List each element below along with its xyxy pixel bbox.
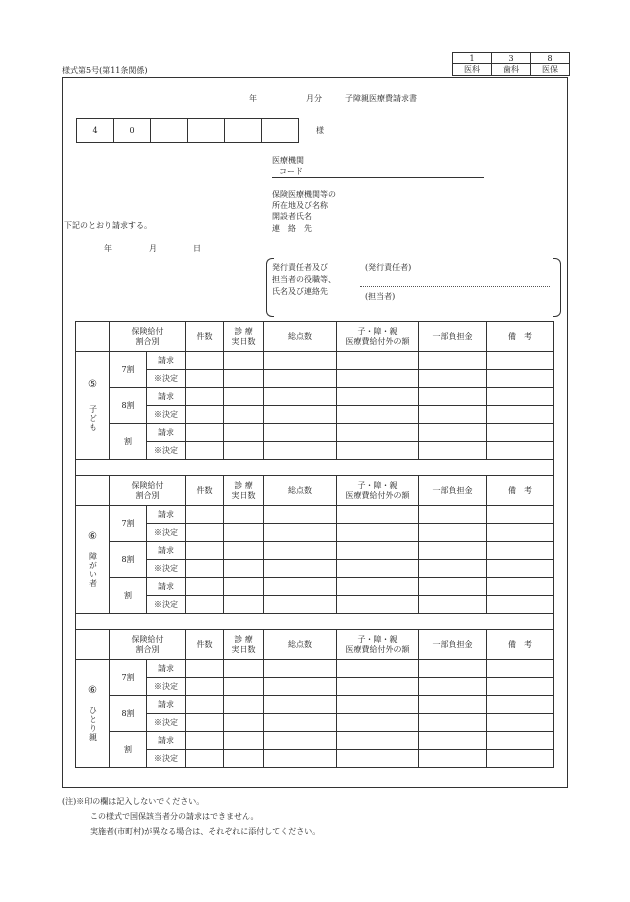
- partial-cell: [419, 750, 487, 768]
- other-amount-cell: [337, 406, 419, 424]
- responsible-label: 発行責任者及び: [272, 263, 328, 272]
- count-cell[interactable]: [186, 506, 224, 524]
- table-row: [76, 442, 554, 460]
- institution-address-label: 保険医療機関等の: [272, 190, 336, 199]
- points-cell: [264, 596, 337, 614]
- header-count: 件数: [186, 630, 224, 660]
- payer-digit-box[interactable]: [188, 119, 225, 143]
- points-cell[interactable]: [264, 424, 337, 442]
- remarks-cell[interactable]: [487, 696, 554, 714]
- type-code-label: 医保: [531, 64, 570, 76]
- note-1: (注)※印の欄は記入しないでください。: [62, 797, 205, 806]
- table-row: [76, 578, 554, 596]
- points-cell: [264, 560, 337, 578]
- count-cell[interactable]: [186, 578, 224, 596]
- count-cell[interactable]: [186, 352, 224, 370]
- count-cell[interactable]: [186, 732, 224, 750]
- days-cell: [224, 714, 264, 732]
- payer-digit-box[interactable]: 4: [77, 119, 114, 143]
- section-number: ⑤: [88, 378, 97, 390]
- other-amount-cell: [337, 524, 419, 542]
- table-header-row: [76, 322, 554, 352]
- other-amount-cell: [337, 560, 419, 578]
- days-cell[interactable]: [224, 506, 264, 524]
- header-remarks: 備 考: [487, 476, 554, 506]
- ratio-blank: 割: [110, 424, 147, 460]
- decision-label: ※決定: [147, 678, 186, 696]
- header-days: 診 療 実日数: [224, 630, 264, 660]
- count-cell: [186, 560, 224, 578]
- days-cell[interactable]: [224, 696, 264, 714]
- partial-cell: [419, 678, 487, 696]
- claim-label: 請求: [147, 578, 186, 596]
- claim-label: 請求: [147, 660, 186, 678]
- other-amount-cell[interactable]: [337, 578, 419, 596]
- table-row: [76, 660, 554, 678]
- count-cell: [186, 442, 224, 460]
- remarks-cell[interactable]: [487, 732, 554, 750]
- date-month: 月: [149, 244, 157, 253]
- header-days: 診 療 実日数: [224, 322, 264, 352]
- partial-cell[interactable]: [419, 542, 487, 560]
- other-amount-cell: [337, 678, 419, 696]
- table-row: [76, 524, 554, 542]
- count-cell[interactable]: [186, 660, 224, 678]
- days-cell[interactable]: [224, 424, 264, 442]
- decision-label: ※決定: [147, 524, 186, 542]
- institution-code-line: [272, 177, 484, 178]
- remarks-cell: [487, 370, 554, 388]
- table-row: [76, 732, 554, 750]
- points-cell[interactable]: [264, 578, 337, 596]
- days-cell: [224, 406, 264, 424]
- count-cell: [186, 678, 224, 696]
- count-cell: [186, 596, 224, 614]
- table-row: [76, 370, 554, 388]
- partial-cell[interactable]: [419, 506, 487, 524]
- table-row: [76, 560, 554, 578]
- payer-digit-box[interactable]: [151, 119, 188, 143]
- points-cell[interactable]: [264, 660, 337, 678]
- section-label-cell: [76, 660, 110, 768]
- payer-suffix: 様: [316, 126, 324, 135]
- decision-label: ※決定: [147, 442, 186, 460]
- header-partial: 一部負担金: [419, 476, 487, 506]
- decision-label: ※決定: [147, 406, 186, 424]
- responsible-label: 氏名及び連絡先: [272, 287, 328, 296]
- title-month: 月分: [306, 94, 322, 103]
- count-cell[interactable]: [186, 424, 224, 442]
- type-code-value: 8: [531, 53, 570, 64]
- header-points: 総点数: [264, 630, 337, 660]
- days-cell[interactable]: [224, 352, 264, 370]
- other-amount-cell[interactable]: [337, 352, 419, 370]
- points-cell[interactable]: [264, 542, 337, 560]
- table-row: [76, 406, 554, 424]
- points-cell[interactable]: [264, 388, 337, 406]
- points-cell: [264, 524, 337, 542]
- section-spacer-row: [76, 460, 554, 476]
- days-cell: [224, 370, 264, 388]
- count-cell: [186, 714, 224, 732]
- table-row: [76, 506, 554, 524]
- section-label: 障がい者: [88, 551, 98, 588]
- remarks-cell: [487, 596, 554, 614]
- days-cell: [224, 678, 264, 696]
- decision-label: ※決定: [147, 560, 186, 578]
- partial-cell: [419, 596, 487, 614]
- partial-cell[interactable]: [419, 352, 487, 370]
- points-cell: [264, 714, 337, 732]
- header-partial: 一部負担金: [419, 322, 487, 352]
- remarks-cell: [487, 750, 554, 768]
- header-ratio: 保険給付 割合別: [110, 476, 186, 506]
- claim-label: 請求: [147, 542, 186, 560]
- days-cell: [224, 442, 264, 460]
- header-points: 総点数: [264, 322, 337, 352]
- header-other-amount: 子・障・親 医療費給付外の額: [337, 476, 419, 506]
- days-cell: [224, 750, 264, 768]
- title-year: 年: [249, 94, 257, 103]
- remarks-cell[interactable]: [487, 506, 554, 524]
- ratio-8: 8割: [110, 388, 147, 424]
- type-code-value: 3: [492, 53, 531, 64]
- remarks-cell: [487, 524, 554, 542]
- claim-label: 請求: [147, 388, 186, 406]
- other-amount-cell[interactable]: [337, 424, 419, 442]
- claim-label: 請求: [147, 352, 186, 370]
- table-row: [76, 678, 554, 696]
- other-amount-cell: [337, 714, 419, 732]
- other-amount-cell[interactable]: [337, 388, 419, 406]
- partial-cell: [419, 560, 487, 578]
- responsible-divider: [360, 286, 550, 287]
- partial-cell: [419, 442, 487, 460]
- table-row: [76, 596, 554, 614]
- ratio-7: 7割: [110, 506, 147, 542]
- header-ratio: 保険給付 割合別: [110, 322, 186, 352]
- count-cell: [186, 370, 224, 388]
- responsible-bracket-right: [553, 258, 561, 317]
- claim-label: 請求: [147, 424, 186, 442]
- days-cell[interactable]: [224, 660, 264, 678]
- days-cell[interactable]: [224, 542, 264, 560]
- points-cell[interactable]: [264, 732, 337, 750]
- partial-cell[interactable]: [419, 660, 487, 678]
- points-cell: [264, 370, 337, 388]
- partial-cell[interactable]: [419, 732, 487, 750]
- days-cell: [224, 524, 264, 542]
- count-cell[interactable]: [186, 388, 224, 406]
- ratio-8: 8割: [110, 542, 147, 578]
- other-amount-cell: [337, 370, 419, 388]
- points-cell: [264, 678, 337, 696]
- table-row: [76, 714, 554, 732]
- claims-table: [75, 321, 554, 768]
- remarks-cell: [487, 678, 554, 696]
- type-code-table: [452, 52, 570, 76]
- responsible-label: 担当者の役職等、: [272, 275, 336, 284]
- partial-cell: [419, 714, 487, 732]
- ratio-blank: 割: [110, 578, 147, 614]
- payer-digit-box[interactable]: 0: [114, 119, 151, 143]
- partial-cell: [419, 370, 487, 388]
- table-row: [76, 388, 554, 406]
- staff-label: (担当者): [365, 292, 396, 301]
- type-code-value: 1: [453, 53, 492, 64]
- points-cell: [264, 750, 337, 768]
- type-code-label: 医科: [453, 64, 492, 76]
- claim-label: 請求: [147, 696, 186, 714]
- table-header-row: [76, 630, 554, 660]
- table-row: [76, 696, 554, 714]
- header-count: 件数: [186, 322, 224, 352]
- header-points: 総点数: [264, 476, 337, 506]
- section-number: ⑥: [88, 531, 97, 543]
- points-cell: [264, 442, 337, 460]
- table-row: [76, 750, 554, 768]
- partial-cell[interactable]: [419, 578, 487, 596]
- decision-label: ※決定: [147, 750, 186, 768]
- section-label: ひとり親: [88, 705, 98, 742]
- header-count: 件数: [186, 476, 224, 506]
- header-other-amount: 子・障・親 医療費給付外の額: [337, 630, 419, 660]
- date-day: 日: [193, 244, 201, 253]
- other-amount-cell[interactable]: [337, 542, 419, 560]
- header-remarks: 備 考: [487, 322, 554, 352]
- table-row: [76, 424, 554, 442]
- remarks-cell: [487, 406, 554, 424]
- section-number: ⑥: [88, 685, 97, 697]
- payer-digit-box[interactable]: [225, 119, 262, 143]
- claim-label: 請求: [147, 732, 186, 750]
- count-cell[interactable]: [186, 696, 224, 714]
- days-cell[interactable]: [224, 578, 264, 596]
- section-label-cell: [76, 352, 110, 460]
- remarks-cell[interactable]: [487, 388, 554, 406]
- days-cell: [224, 596, 264, 614]
- header-remarks: 備 考: [487, 630, 554, 660]
- date-year: 年: [104, 244, 112, 253]
- institution-address-label: 開設者氏名: [272, 212, 312, 221]
- table-row: [76, 542, 554, 560]
- points-cell: [264, 406, 337, 424]
- points-cell[interactable]: [264, 506, 337, 524]
- section-label-cell: [76, 506, 110, 614]
- count-cell: [186, 524, 224, 542]
- claim-label: 請求: [147, 506, 186, 524]
- other-amount-cell[interactable]: [337, 506, 419, 524]
- header-days: 診 療 実日数: [224, 476, 264, 506]
- payer-code-boxes: [76, 118, 299, 143]
- request-text: 下記のとおり請求する。: [64, 221, 152, 230]
- decision-label: ※決定: [147, 596, 186, 614]
- remarks-cell: [487, 714, 554, 732]
- remarks-cell: [487, 442, 554, 460]
- partial-cell[interactable]: [419, 388, 487, 406]
- other-amount-cell: [337, 750, 419, 768]
- institution-code-label: 医療機関: [272, 156, 304, 165]
- institution-address-label: 所在地及び名称: [272, 201, 328, 210]
- section-label: 子ども: [88, 405, 98, 433]
- remarks-cell[interactable]: [487, 352, 554, 370]
- ratio-7: 7割: [110, 352, 147, 388]
- issuer-label: (発行責任者): [365, 263, 412, 272]
- header-ratio: 保険給付 割合別: [110, 630, 186, 660]
- other-amount-cell: [337, 442, 419, 460]
- type-code-label: 歯科: [492, 64, 531, 76]
- decision-label: ※決定: [147, 714, 186, 732]
- payer-digit-box[interactable]: [262, 119, 299, 143]
- header-partial: 一部負担金: [419, 630, 487, 660]
- section-spacer-row: [76, 614, 554, 630]
- form-number: 様式第5号(第11条関係): [62, 66, 148, 75]
- partial-cell: [419, 524, 487, 542]
- note-3: 実施者(市町村)が異なる場合は、それぞれに添付してください。: [90, 827, 321, 836]
- days-cell[interactable]: [224, 732, 264, 750]
- table-row: [76, 352, 554, 370]
- page-title: 子障親医療費請求書: [345, 94, 417, 103]
- ratio-8: 8割: [110, 696, 147, 732]
- remarks-cell[interactable]: [487, 542, 554, 560]
- count-cell: [186, 406, 224, 424]
- days-cell: [224, 560, 264, 578]
- remarks-cell[interactable]: [487, 660, 554, 678]
- table-header-row: [76, 476, 554, 506]
- other-amount-cell[interactable]: [337, 660, 419, 678]
- other-amount-cell[interactable]: [337, 732, 419, 750]
- remarks-cell[interactable]: [487, 424, 554, 442]
- count-cell: [186, 750, 224, 768]
- partial-cell[interactable]: [419, 424, 487, 442]
- header-other-amount: 子・障・親 医療費給付外の額: [337, 322, 419, 352]
- other-amount-cell[interactable]: [337, 696, 419, 714]
- other-amount-cell: [337, 596, 419, 614]
- count-cell[interactable]: [186, 542, 224, 560]
- ratio-blank: 割: [110, 732, 147, 768]
- partial-cell: [419, 406, 487, 424]
- points-cell[interactable]: [264, 696, 337, 714]
- remarks-cell[interactable]: [487, 578, 554, 596]
- points-cell[interactable]: [264, 352, 337, 370]
- decision-label: ※決定: [147, 370, 186, 388]
- institution-address-label: 連 絡 先: [272, 224, 312, 233]
- note-2: この様式で国保該当者分の請求はできません。: [90, 812, 259, 821]
- ratio-7: 7割: [110, 660, 147, 696]
- remarks-cell: [487, 560, 554, 578]
- institution-code-label-2: コード: [279, 167, 303, 176]
- days-cell[interactable]: [224, 388, 264, 406]
- partial-cell[interactable]: [419, 696, 487, 714]
